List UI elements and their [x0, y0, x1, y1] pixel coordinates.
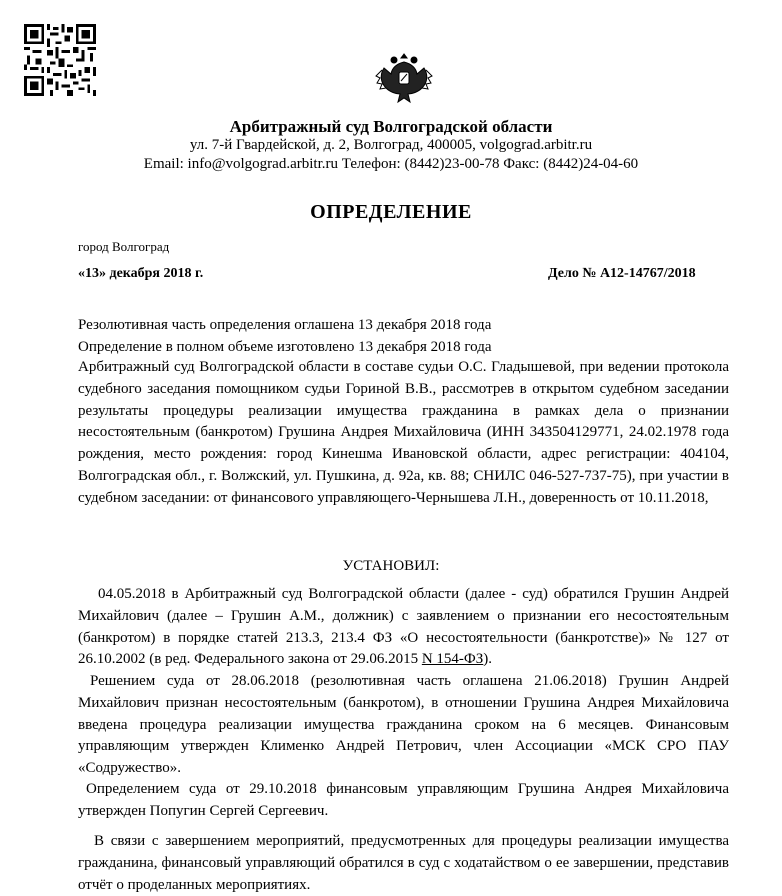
city: город Волгоград — [78, 239, 170, 254]
section-heading: УСТАНОВИЛ: — [342, 558, 440, 574]
court-name: Арбитражный суд Волгоградской области — [229, 117, 553, 136]
document-title: ОПРЕДЕЛЕНИЕ — [310, 201, 472, 223]
intro-line-2: Определение в полном объеме изготовлено 13 декабря 2018 года — [78, 339, 492, 355]
body-paragraph-3: Определением суда от 29.10.2018 финансовым управляющим Грушина Андрея Михайловича утвержден Попугин Сергей Сергеевич. — [78, 781, 729, 819]
body-paragraph-1 — [78, 584, 729, 671]
law-reference-link[interactable]: N 154-ФЗ — [421, 651, 484, 668]
body-paragraph-4: В связи с завершением мероприятий, предусмотренных для процедуры реализации имущества гражданина, финансовый управляющий обратился в суд с ходатайством о ее завершении, представив отчёт о проделанных мероприятиях. — [78, 833, 729, 893]
document-date: «13» декабря 2018 г. — [78, 266, 204, 281]
paragraph-1-end: ). — [483, 651, 493, 668]
qr-code-icon — [24, 24, 96, 96]
court-contacts: Email: info@volgograd.arbitr.ru Телефон: (8442)23-00-78 Факс: (8442)24-04-60 — [143, 156, 639, 172]
body-paragraph-2: Решением суда от 28.06.2018 (резолютивная часть оглашена 21.06.2018) Грушин Андрей Михайлович признан несостоятельным (банкротом), в отношении Грушина Андрея Михайловича введена процедура реализации имущества гражданина сроком на 6 месяцев. Финансовым управляющим утвержден Клименко Андрей Петрович, член Ассоциации «МСК СРО ПАУ «Содружество». — [78, 673, 729, 777]
intro-line-1: Резолютивная часть определения оглашена 13 декабря 2018 года — [78, 317, 492, 333]
case-number: Дело № А12-14767/2018 — [548, 266, 696, 281]
coat-of-arms-icon — [374, 50, 434, 106]
court-address: ул. 7-й Гвардейской, д. 2, Волгоград, 400005, volgograd.arbitr.ru — [189, 137, 593, 153]
intro-paragraph: Арбитражный суд Волгоградской области в составе судьи О.С. Гладышевой, при ведении протокола судебного заседания помощником судьи Гориной В.В., рассмотрев в открытом судебном заседании результаты процедуры реализации имущества гражданина в рамках дела о признании несостоятельным (банкротом) Грушина Андрея Михайловича (ИНН 343504129771, 24.02.1978 года рождения, место рождения: город Кинешма Ивановской области, адрес регистрации: 404104, Волгоградская обл., г. Волжский, ул. Пушкина, д. 92а, кв. 88; СНИЛС 046-527-737-75), при участии в судебном заседании: от финансового управляющего-Чернышева Л.Н., доверенность от 10.11.2018, — [78, 359, 729, 506]
paragraph-1-text: 04.05.2018 в Арбитражный суд Волгоградской области (далее - суд) обратился Грушин Андрей Михайлович (далее – Грушин А.М., должник) с заявлением о признании его несостоятельным (банкротом) в порядке статей 213.3, 213.4 ФЗ «О несостоятельности (банкротстве)» № 127 от 26.10.2002 (в ред. Федерального закона от 29.06.2015 — [78, 586, 729, 668]
